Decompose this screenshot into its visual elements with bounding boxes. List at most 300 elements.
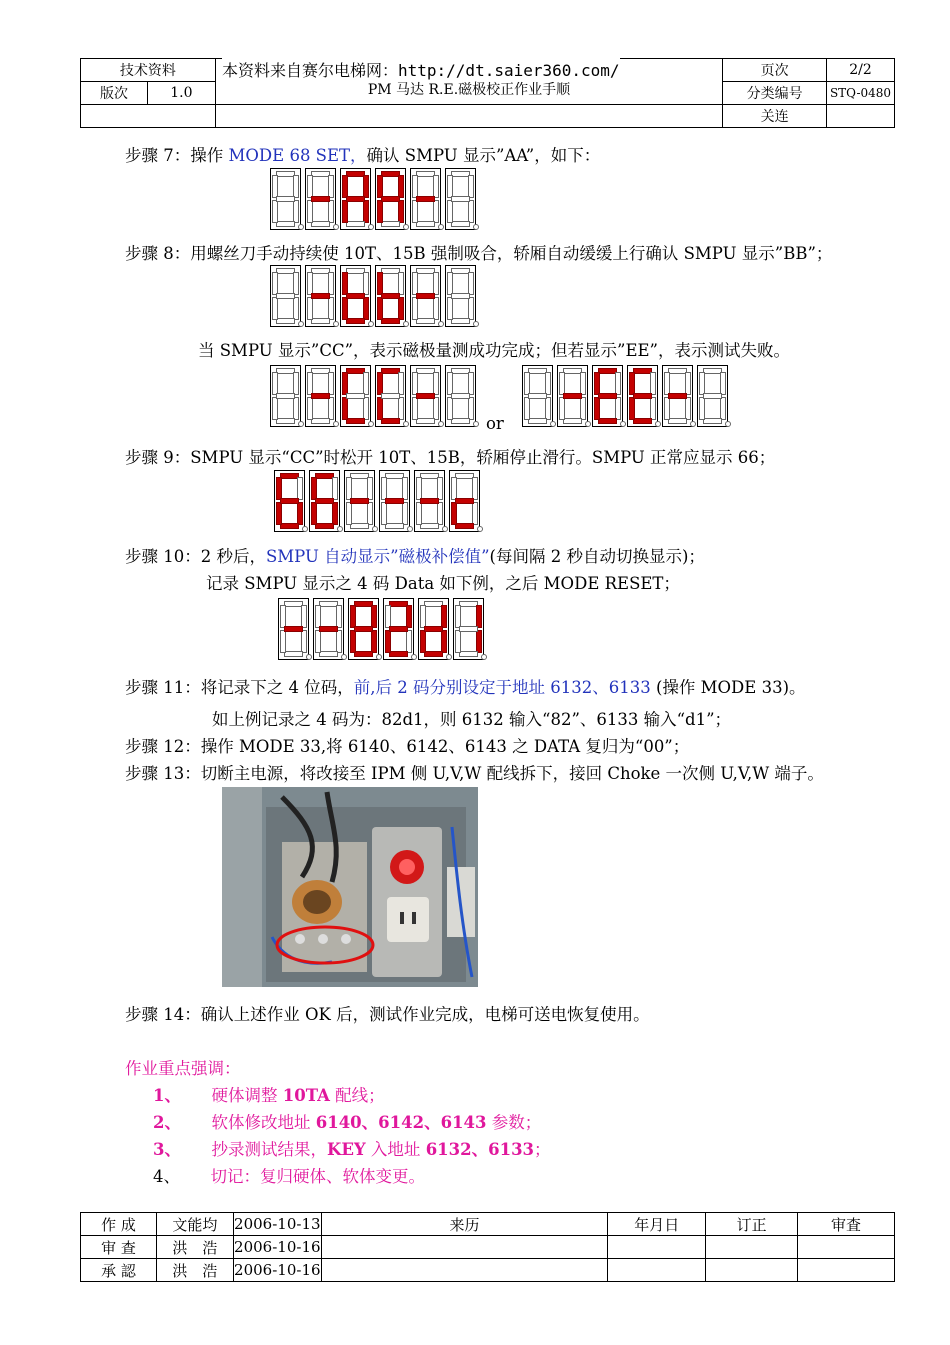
segment-e [272, 397, 278, 420]
segment-b [332, 477, 338, 500]
segment-d [416, 418, 435, 424]
segment-b [472, 477, 478, 500]
segment-b [301, 605, 307, 628]
decimal-point [620, 421, 626, 427]
decimal-point [403, 421, 409, 427]
segment-e [307, 200, 313, 223]
review-by: 洪 浩 [156, 1236, 233, 1259]
emphasis-text-4: 切记：复归硬体、软体变更。 [210, 1167, 425, 1186]
segment-b [336, 605, 342, 628]
segment-f [412, 175, 418, 198]
segment-e [664, 397, 670, 420]
version-value: 1.0 [147, 82, 215, 105]
display-ee [522, 365, 732, 427]
segment-b [580, 372, 586, 395]
emphasis-post-3b: ； [534, 1140, 551, 1159]
segment-b [293, 272, 299, 295]
segment-b [437, 477, 443, 500]
emphasis-item-4 [153, 1163, 425, 1187]
segment-g [389, 626, 408, 632]
segment-d [381, 221, 400, 227]
step-11-example: 如上例记录之 4 码为：82d1，则 6132 输入“82”、6133 输入“d1”； [212, 710, 732, 729]
segment-f [272, 272, 278, 295]
seven-segment-digit [418, 598, 449, 660]
emphasis-item-2 [153, 1109, 541, 1133]
segment-b [363, 272, 369, 295]
made-by: 文能均 [156, 1213, 233, 1236]
segment-d [528, 418, 547, 424]
segment-g [424, 626, 443, 632]
decimal-point [337, 526, 343, 532]
decimal-point [333, 224, 339, 230]
segment-b [293, 175, 299, 198]
seven-segment-digit [697, 365, 728, 427]
decimal-point [298, 224, 304, 230]
decimal-point [298, 321, 304, 327]
segment-f [377, 272, 383, 295]
footer-blank [608, 1236, 706, 1259]
segment-f [377, 175, 383, 198]
segment-e [342, 297, 348, 320]
decimal-point [438, 321, 444, 327]
segment-c [545, 397, 551, 420]
seven-segment-digit [305, 365, 336, 427]
emphasis-bold-3: KEY [326, 1140, 366, 1159]
segment-c [720, 397, 726, 420]
emphasis-title: 作业重点强调： [125, 1059, 241, 1078]
segment-f [342, 372, 348, 395]
segment-d [389, 651, 408, 657]
display-cc [270, 365, 480, 427]
segment-d [703, 418, 722, 424]
segment-f [377, 372, 383, 395]
segment-b [433, 372, 439, 395]
seven-segment-digit [379, 470, 410, 532]
segment-b [433, 175, 439, 198]
step-11 [125, 674, 806, 698]
segment-f [594, 372, 600, 395]
decimal-point [690, 421, 696, 427]
segment-c [433, 397, 439, 420]
segment-c [468, 200, 474, 223]
segment-g [451, 293, 470, 299]
segment-b [328, 372, 334, 395]
step-13: 步骤 13：切断主电源，将改接至 IPM 侧 U,V,W 配线拆下，接回 Choke 一次侧 U,V,W 端子。 [125, 764, 824, 783]
seven-segment-digit [270, 265, 301, 327]
segment-d [459, 651, 478, 657]
segment-c [293, 297, 299, 320]
segment-d [381, 418, 400, 424]
step-7-mode: MODE 68 SET， [228, 146, 367, 165]
seven-segment-digit [375, 168, 406, 230]
segment-d [346, 221, 365, 227]
segment-g [346, 196, 365, 202]
segment-e [699, 397, 705, 420]
emphasis-bold-2: 6140、6142、6143 [315, 1113, 487, 1132]
segment-d [276, 221, 295, 227]
segment-e [412, 297, 418, 320]
segment-b [402, 477, 408, 500]
segment-g [319, 626, 338, 632]
segment-b [615, 372, 621, 395]
version-label: 版次 [81, 82, 148, 105]
segment-c [301, 630, 307, 653]
segment-e [272, 297, 278, 320]
segment-f [420, 605, 426, 628]
segment-f [307, 372, 313, 395]
segment-d [354, 651, 373, 657]
seven-segment-digit [278, 598, 309, 660]
seven-segment-digit [348, 598, 379, 660]
seven-segment-digit [410, 168, 441, 230]
segment-e [416, 502, 422, 525]
segment-b [328, 272, 334, 295]
segment-e [455, 630, 461, 653]
segment-b [293, 372, 299, 395]
segment-e [385, 630, 391, 653]
emphasis-bold-3b: 6132、6133 [425, 1140, 535, 1159]
segment-b [363, 175, 369, 198]
segment-g [416, 196, 435, 202]
segment-g [311, 393, 330, 399]
wiring-photo [222, 787, 478, 987]
seven-segment-digit [410, 365, 441, 427]
seven-segment-digit [522, 365, 553, 427]
segment-c [468, 397, 474, 420]
seven-segment-digit [410, 265, 441, 327]
segment-c [402, 502, 408, 525]
page-label: 页次 [723, 59, 827, 82]
segment-d [346, 318, 365, 324]
step-10-text: 步骤 10：2 秒后， [125, 547, 266, 566]
segment-f [629, 372, 635, 395]
segment-c [293, 200, 299, 223]
segment-f [455, 605, 461, 628]
footer-table [80, 1212, 895, 1282]
approve-date: 2006-10-16 [233, 1259, 321, 1282]
segment-e [342, 397, 348, 420]
segment-g [350, 498, 369, 504]
decimal-point [473, 421, 479, 427]
segment-b [328, 175, 334, 198]
segment-d [598, 418, 617, 424]
seven-segment-digit [445, 365, 476, 427]
decimal-point [481, 654, 487, 660]
segment-c [398, 397, 404, 420]
segment-d [633, 418, 652, 424]
segment-e [447, 297, 453, 320]
emphasis-text-3: 抄录测试结果， [211, 1140, 327, 1159]
footer-blank [798, 1259, 895, 1282]
emphasis-bold-1: 10TA [282, 1086, 330, 1105]
segment-f [342, 272, 348, 295]
step-11-text: 步骤 11：将记录下之 4 位码， [125, 678, 354, 697]
segment-g [703, 393, 722, 399]
segment-c [363, 200, 369, 223]
segment-f [447, 175, 453, 198]
review-date: 2006-10-16 [233, 1236, 321, 1259]
segment-c [472, 502, 478, 525]
segment-c [328, 297, 334, 320]
step-11-highlight: 前,后 2 码分别设定于地址 6132、6133 [353, 678, 656, 697]
decimal-point [376, 654, 382, 660]
step-9: 步骤 9：SMPU 显示“CC”时松开 10T、15B，轿厢停止滑行。SMPU 正常应显示 66； [125, 448, 776, 467]
segment-g [385, 498, 404, 504]
step-10-record: 记录 SMPU 显示之 4 码 Data 如下例，之后 MODE RESET； [206, 574, 680, 593]
decimal-point [473, 224, 479, 230]
segment-d [424, 651, 443, 657]
segment-c [433, 200, 439, 223]
seven-segment-digit [662, 365, 693, 427]
blank-cell [81, 105, 216, 128]
segment-c [685, 397, 691, 420]
made-label: 作 成 [81, 1213, 157, 1236]
segment-f [315, 605, 321, 628]
blank-title-cell [215, 105, 722, 128]
segment-f [412, 272, 418, 295]
segment-g [459, 626, 478, 632]
step-10-note: (每间隔 2 秒自动切换显示)； [489, 547, 705, 566]
segment-g [381, 196, 400, 202]
segment-e [280, 630, 286, 653]
segment-b [468, 175, 474, 198]
segment-e [346, 502, 352, 525]
segment-e [381, 502, 387, 525]
or-label: or [486, 414, 504, 433]
emphasis-post-3: 入地址 [365, 1140, 426, 1159]
decimal-point [655, 421, 661, 427]
segment-e [412, 200, 418, 223]
segment-f [385, 605, 391, 628]
step-8-result: 当 SMPU 显示”CC”，表示磁极量测成功完成；但若显示”EE”，表示测试失败。 [198, 341, 790, 360]
segment-e [524, 397, 530, 420]
segment-g [563, 393, 582, 399]
segment-f [346, 477, 352, 500]
seven-segment-digit [375, 265, 406, 327]
segment-c [476, 630, 482, 653]
segment-g [311, 293, 330, 299]
segment-f [451, 477, 457, 500]
segment-b [476, 605, 482, 628]
seven-segment-digit [449, 470, 480, 532]
seven-segment-digit [453, 598, 484, 660]
classno-value: STQ-0480 [827, 82, 895, 105]
decimal-point [442, 526, 448, 532]
segment-b [468, 272, 474, 295]
segment-f [307, 175, 313, 198]
segment-e [377, 297, 383, 320]
seven-segment-digit [270, 168, 301, 230]
segment-g [455, 498, 474, 504]
segment-c [328, 397, 334, 420]
footer-blank [706, 1236, 798, 1259]
segment-d [455, 523, 474, 529]
segment-d [311, 318, 330, 324]
segment-g [528, 393, 547, 399]
ymd-label: 年月日 [608, 1213, 706, 1236]
seven-segment-digit [557, 365, 588, 427]
decimal-point [341, 654, 347, 660]
segment-f [307, 272, 313, 295]
seven-segment-digit [414, 470, 445, 532]
segment-g [276, 393, 295, 399]
segment-c [367, 502, 373, 525]
segment-c [437, 502, 443, 525]
doc-title: PM 马达 R.E.磁极校正作业手顺 [215, 59, 722, 105]
segment-e [350, 630, 356, 653]
segment-e [377, 200, 383, 223]
segment-f [381, 477, 387, 500]
segment-d [416, 318, 435, 324]
segment-g [633, 393, 652, 399]
segment-g [346, 293, 365, 299]
segment-f [447, 372, 453, 395]
segment-d [280, 523, 299, 529]
step-10 [125, 543, 705, 567]
step-8: 步骤 8：用螺丝刀手动持续使 10T、15B 强制吸合，轿厢自动缓缓上行确认 SMPU 显示”BB”； [125, 244, 833, 263]
segment-f [447, 272, 453, 295]
segment-b [363, 372, 369, 395]
emphasis-post-1: 配线； [329, 1086, 385, 1105]
footer-blank [321, 1259, 608, 1282]
display-82d1 [278, 598, 488, 660]
seven-segment-digit [445, 168, 476, 230]
review-label: 审 查 [81, 1236, 157, 1259]
decimal-point [368, 421, 374, 427]
segment-b [406, 605, 412, 628]
seven-segment-digit [274, 470, 305, 532]
seven-segment-digit [305, 265, 336, 327]
emphasis-num-2: 2、 [153, 1113, 181, 1132]
emphasis-num-3: 3、 [153, 1140, 181, 1159]
segment-e [447, 397, 453, 420]
segment-f [524, 372, 530, 395]
segment-g [668, 393, 687, 399]
emphasis-text-1: 硬体调整 [211, 1086, 283, 1105]
segment-d [451, 318, 470, 324]
segment-e [412, 397, 418, 420]
segment-b [685, 372, 691, 395]
segment-e [594, 397, 600, 420]
segment-c [580, 397, 586, 420]
seven-segment-digit [313, 598, 344, 660]
segment-d [668, 418, 687, 424]
segment-f [412, 372, 418, 395]
step-10-highlight: SMPU 自动显示”磁极补偿值” [265, 547, 490, 566]
segment-d [276, 418, 295, 424]
segment-d [350, 523, 369, 529]
segment-c [441, 630, 447, 653]
segment-g [381, 393, 400, 399]
segment-f [311, 477, 317, 500]
segment-f [699, 372, 705, 395]
segment-g [315, 498, 334, 504]
footer-blank [608, 1259, 706, 1282]
segment-e [451, 502, 457, 525]
segment-e [311, 502, 317, 525]
segment-d [311, 221, 330, 227]
segment-g [598, 393, 617, 399]
decimal-point [302, 526, 308, 532]
segment-e [276, 502, 282, 525]
segment-c [328, 200, 334, 223]
segment-d [346, 418, 365, 424]
segment-c [336, 630, 342, 653]
segment-b [545, 372, 551, 395]
decimal-point [403, 321, 409, 327]
segment-c [297, 502, 303, 525]
segment-d [416, 221, 435, 227]
decimal-point [403, 224, 409, 230]
segment-c [371, 630, 377, 653]
segment-g [276, 196, 295, 202]
decimal-point [550, 421, 556, 427]
segment-d [311, 418, 330, 424]
display-bb [270, 265, 480, 327]
decimal-point [306, 654, 312, 660]
segment-b [433, 272, 439, 295]
segment-f [342, 175, 348, 198]
segment-b [398, 272, 404, 295]
segment-d [451, 418, 470, 424]
decimal-point [438, 224, 444, 230]
segment-d [420, 523, 439, 529]
segment-f [559, 372, 565, 395]
segment-g [346, 393, 365, 399]
segment-g [381, 293, 400, 299]
step-14: 步骤 14：确认上述作业 OK 后，测试作业完成，电梯可送电恢复使用。 [125, 1005, 650, 1024]
emphasis-item-3 [153, 1136, 551, 1160]
emphasis-text-2: 软体修改地址 [211, 1113, 316, 1132]
segment-g [420, 498, 439, 504]
approve-label: 承 認 [81, 1259, 157, 1282]
footer-blank [321, 1236, 608, 1259]
segment-g [451, 196, 470, 202]
tech-label: 技术资料 [81, 59, 216, 82]
segment-d [563, 418, 582, 424]
segment-b [297, 477, 303, 500]
segment-g [451, 393, 470, 399]
decimal-point [407, 526, 413, 532]
segment-c [293, 397, 299, 420]
segment-g [354, 626, 373, 632]
segment-c [332, 502, 338, 525]
seven-segment-digit [270, 365, 301, 427]
segment-c [650, 397, 656, 420]
decimal-point [372, 526, 378, 532]
step-11-mode: (操作 MODE 33)。 [655, 678, 806, 697]
decimal-point [438, 421, 444, 427]
segment-g [311, 196, 330, 202]
segment-f [280, 605, 286, 628]
made-date: 2006-10-13 [233, 1213, 321, 1236]
seven-segment-digit [445, 265, 476, 327]
segment-d [319, 651, 338, 657]
seven-segment-digit [309, 470, 340, 532]
classno-label: 分类编号 [723, 82, 827, 105]
segment-e [559, 397, 565, 420]
seven-segment-digit [344, 470, 375, 532]
seven-segment-digit [340, 168, 371, 230]
segment-d [381, 318, 400, 324]
segment-b [441, 605, 447, 628]
segment-f [664, 372, 670, 395]
segment-b [468, 372, 474, 395]
segment-e [629, 397, 635, 420]
display-66 [274, 470, 484, 532]
approve-by: 洪 浩 [156, 1259, 233, 1282]
segment-b [398, 372, 404, 395]
